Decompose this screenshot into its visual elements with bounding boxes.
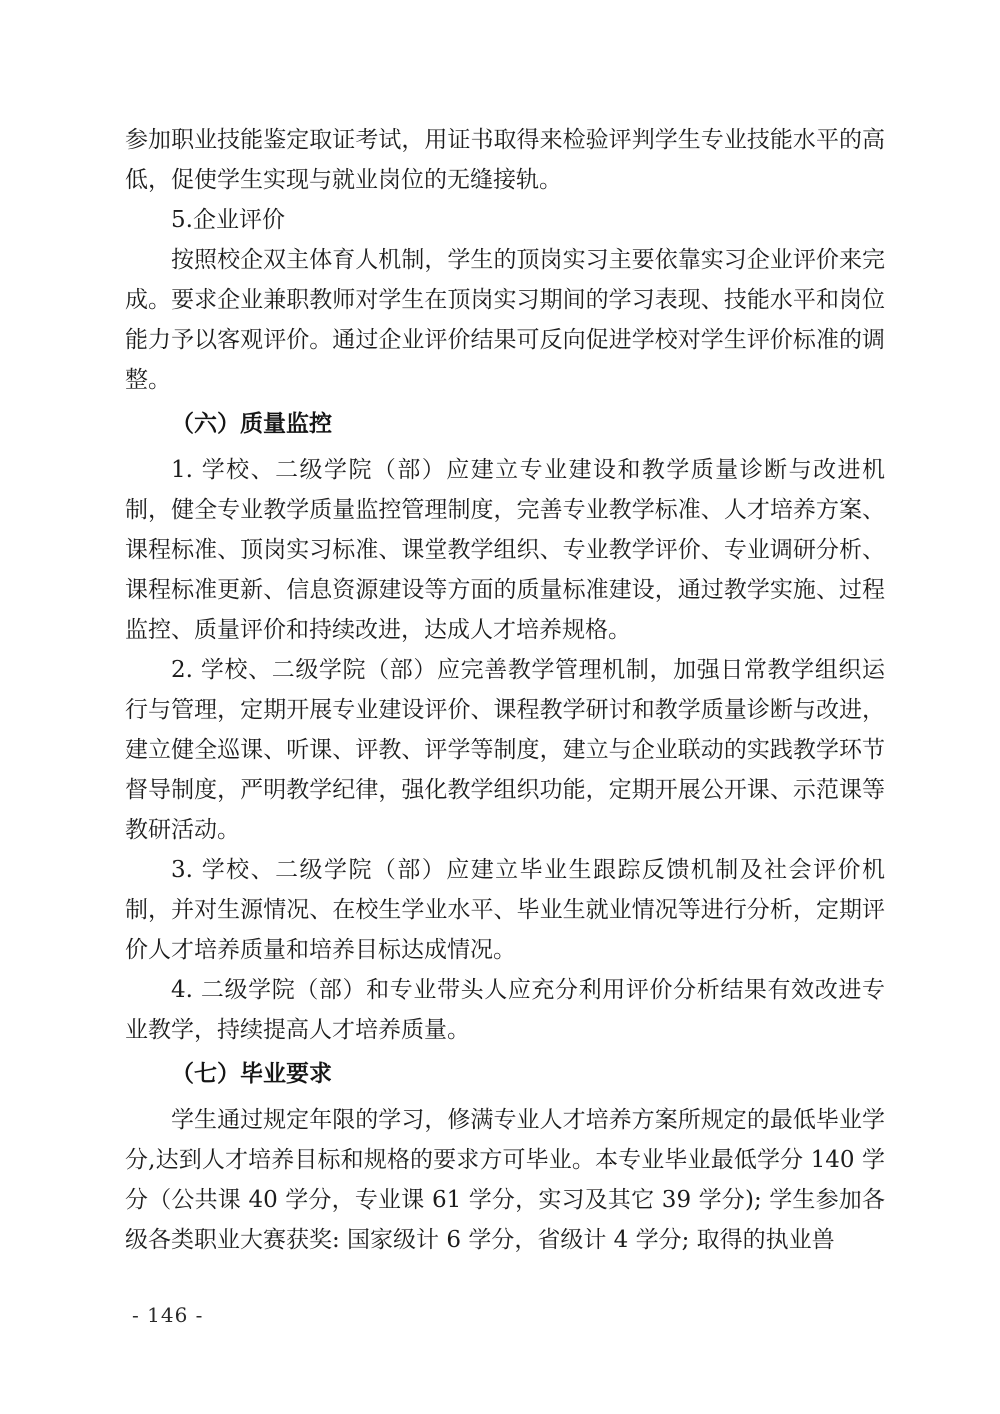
paragraph: 1. 学校、二级学院（部）应建立专业建设和教学质量诊断与改进机制，健全专业教学质量监控管理制度，完善专业教学标准、人才培养方案、课程标准、顶岗实习标准、课堂教学组织、专业教学评价、专业调研分析、课程标准更新、信息资源建设等方面的质量标准建设，通过教学实施、过程监控、质量评价和持续改进，达成人才培养规格。 bbox=[125, 457, 885, 643]
paragraph: 5.企业评价 bbox=[171, 207, 285, 233]
paragraph: 参加职业技能鉴定取证考试，用证书取得来检验评判学生专业技能水平的高低，促使学生实现与就业岗位的无缝接轨。 bbox=[125, 127, 885, 193]
paragraph: 按照校企双主体育人机制，学生的顶岗实习主要依靠实习企业评价来完成。要求企业兼职教师对学生在顶岗实习期间的学习表现、技能水平和岗位能力予以客观评价。通过企业评价结果可反向促进学校对学生评价标准的调整。 bbox=[125, 247, 885, 393]
paragraph: 学生通过规定年限的学习，修满专业人才培养方案所规定的最低毕业学分,达到人才培养目标和规格的要求方可毕业。本专业毕业最低学分 140 学分（公共课 40 学分，专业课 61 学分，实习及其它 39 学分); 学生参加各级各类职业大赛获奖: 国家级计 6 学分，省级计 4 学分; 取得的执业兽 bbox=[125, 1107, 885, 1253]
section-heading: （七）毕业要求 bbox=[171, 1060, 332, 1087]
page-number: - 146 - bbox=[132, 1303, 204, 1327]
section-heading: （六）质量监控 bbox=[171, 410, 332, 437]
document-body bbox=[125, 120, 885, 1260]
paragraph: 2. 学校、二级学院（部）应完善教学管理机制，加强日常教学组织运行与管理，定期开展专业建设评价、课程教学研讨和教学质量诊断与改进，建立健全巡课、听课、评教、评学等制度，建立与企业联动的实践教学环节督导制度，严明教学纪律，强化教学组织功能，定期开展公开课、示范课等教研活动。 bbox=[125, 657, 885, 843]
paragraph: 4. 二级学院（部）和专业带头人应充分利用评价分析结果有效改进专业教学，持续提高人才培养质量。 bbox=[125, 977, 885, 1043]
paragraph: 3. 学校、二级学院（部）应建立毕业生跟踪反馈机制及社会评价机制，并对生源情况、在校生学业水平、毕业生就业情况等进行分析，定期评价人才培养质量和培养目标达成情况。 bbox=[125, 857, 885, 963]
